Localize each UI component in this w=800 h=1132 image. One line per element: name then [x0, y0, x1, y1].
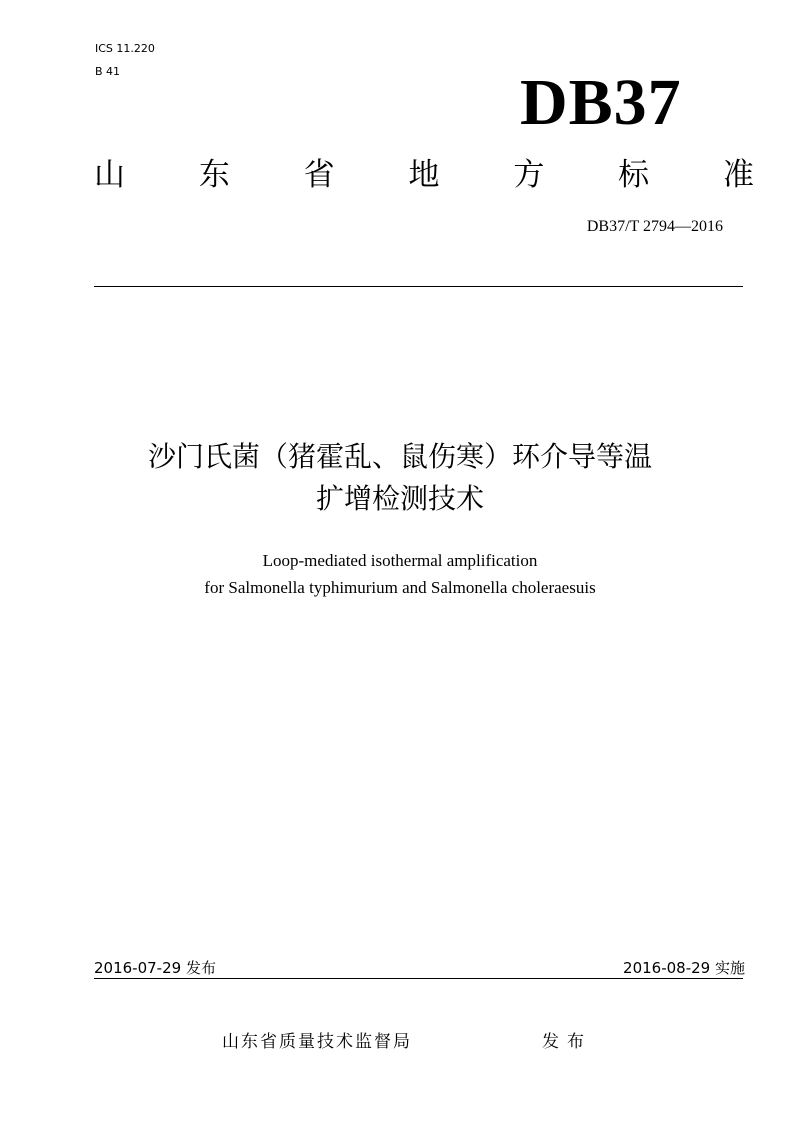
standard-type-char: 方 — [513, 157, 545, 193]
standard-type-char: 标 — [618, 157, 650, 193]
implementation-date: 2016-08-29 实施 — [623, 959, 745, 977]
standard-type-char: 地 — [408, 157, 440, 193]
chinese-title-line-1: 沙门氏菌（猪霍乱、鼠伤寒）环介导等温 — [147, 440, 652, 473]
standard-type-title — [94, 154, 754, 196]
standard-type-char: 省 — [303, 157, 335, 193]
ccs-code: B 41 — [95, 65, 121, 78]
footer-divider — [94, 978, 743, 979]
standard-code-logo: DB37 — [520, 66, 682, 139]
ics-code: ICS 11.220 — [95, 42, 155, 55]
standard-type-char: 东 — [198, 157, 230, 193]
header-divider — [94, 286, 743, 287]
issue-label: 发布 — [542, 1032, 592, 1052]
standard-type-char: 准 — [722, 157, 754, 193]
chinese-title-line-2: 扩增检测技术 — [315, 482, 484, 515]
standard-type-char: 山 — [94, 157, 125, 193]
english-title-line-1: Loop-mediated isothermal amplification — [262, 551, 538, 570]
issuing-authority: 山东省质量技术监督局 — [222, 1032, 412, 1052]
release-date: 2016-07-29 发布 — [94, 959, 216, 977]
standard-number: DB37/T 2794—2016 — [586, 218, 723, 235]
english-title-line-2: for Salmonella typhimurium and Salmonella choleraesuis — [204, 578, 596, 597]
